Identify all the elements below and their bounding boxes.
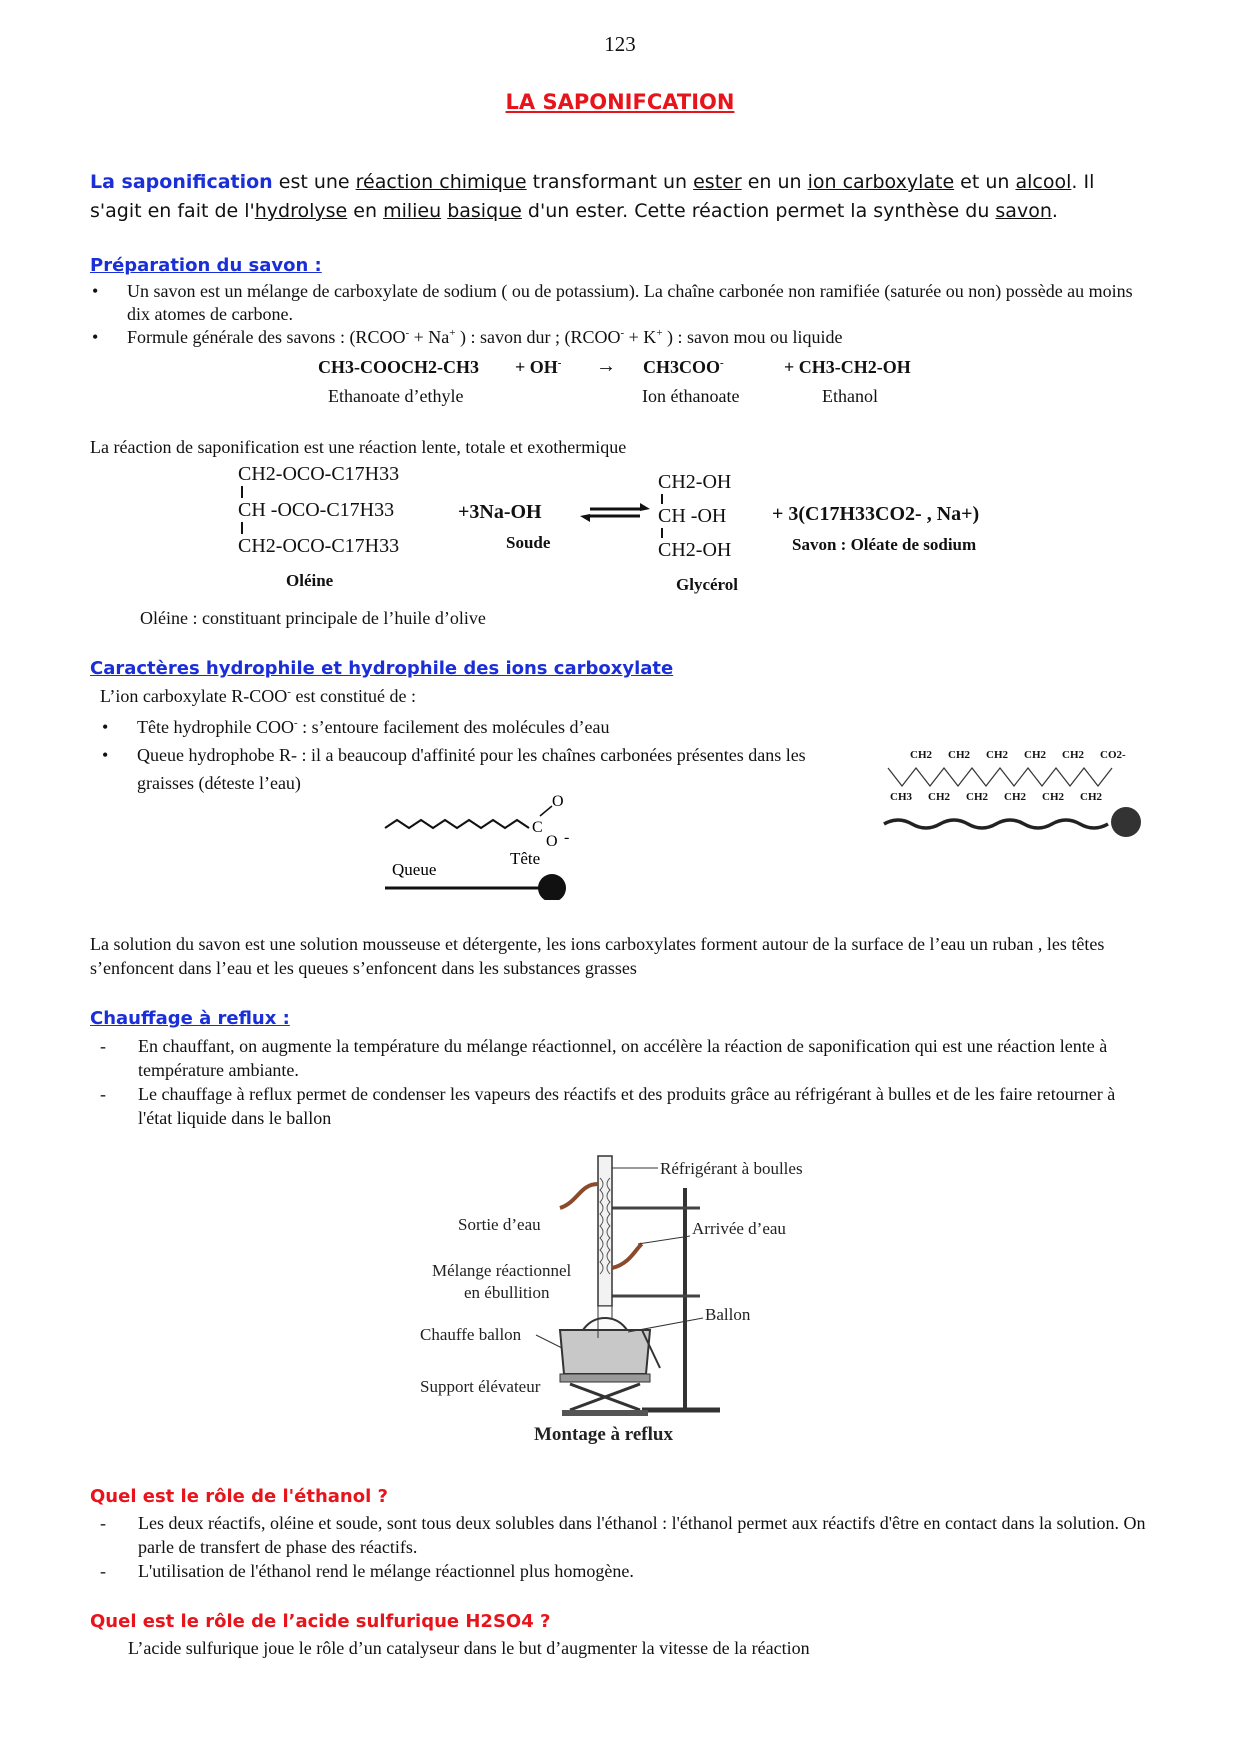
acide-text: L’acide sulfurique joue le rôle d’un catalyseur dans le but d’augmenter la vitesse de la réaction — [128, 1638, 810, 1658]
eq-product2: + CH3-CH2-OH — [784, 357, 911, 377]
preparation-list — [90, 280, 1150, 349]
page-number: 123 — [604, 32, 636, 56]
intro-text: transformant un — [526, 171, 694, 193]
intro-link: milieu — [383, 200, 442, 222]
carbon-chain-diagram — [880, 742, 1150, 844]
label-support: Support élévateur — [420, 1377, 541, 1396]
name-reactant: Ethanoate d’ethyle — [328, 386, 464, 406]
queue-label: Queue — [392, 860, 437, 879]
intro-link: réaction chimique — [355, 171, 527, 193]
heading-chauffage: Chauffage à reflux : — [90, 1008, 290, 1029]
glycerol-line-1: CH2-OH — [658, 471, 732, 493]
glycerol-label: Glycérol — [676, 575, 738, 594]
label-chauffe-ballon: Chauffe ballon — [420, 1325, 522, 1344]
carboxylate-molecule-diagram — [380, 790, 600, 900]
label-melange-2: en ébullition — [464, 1283, 550, 1302]
leader-line — [638, 1236, 690, 1244]
caracteres-list — [100, 713, 860, 797]
name-product1: Ion éthanoate — [642, 386, 740, 406]
chain-label-bottom: CH2 — [928, 791, 950, 803]
heading-caracteres: Caractères hydrophile et hydrophile des ions carboxylate — [90, 658, 674, 679]
chain-label-bottom: CH3 — [890, 791, 912, 803]
label-arrivee-eau: Arrivée d’eau — [692, 1219, 786, 1238]
intro-text: en — [347, 200, 384, 222]
eq-reactant: CH3-COOCH2-CH3 — [318, 357, 479, 377]
oxygen-label: O — [546, 833, 558, 850]
savon-label: Savon : Oléate de sodium — [792, 535, 977, 554]
zigzag-tail — [385, 820, 529, 828]
label-sortie-eau: Sortie d’eau — [458, 1215, 541, 1234]
soude-label: Soude — [506, 533, 551, 552]
intro-text: . — [1051, 200, 1058, 222]
chain-label-bottom: CH2 — [1042, 791, 1064, 803]
name-product2: Ethanol — [822, 386, 878, 406]
list-item: • Un savon est un mélange de carboxylate de sodium ( ou de potassium). La chaîne carbonée non ramifiée (saturée ou non) possède au moins dix atomes de carbone. — [90, 280, 1150, 326]
list-item: - Le chauffage à reflux permet de condenser les vapeurs des réactifs et des produits grâce au réfrigérant à bulles et de les faire retourner à l'état liquide dans le ballon — [90, 1082, 1150, 1130]
oleine-line-2: CH -OCO-C17H33 — [238, 499, 395, 521]
head-ball — [538, 874, 566, 900]
savon-formula: + 3(C17H33CO2- , Na+) — [772, 503, 980, 525]
list-item: • Queue hydrophobe R- : il a beaucoup d'affinité pour les chaînes carbonées présentes dans les graisses (déteste l’eau) — [100, 741, 860, 797]
saponification-scheme — [230, 458, 1020, 608]
tete-label: Tête — [510, 849, 541, 868]
intro-term: La saponification — [90, 171, 273, 193]
eq-arrow: → — [596, 355, 616, 377]
oxygen-label: O — [552, 793, 564, 810]
heading-acide: Quel est le rôle de l’acide sulfurique H2SO4 ? — [90, 1611, 551, 1632]
chain-label-bottom: CH2 — [1080, 791, 1102, 803]
reaction-text: La réaction de saponification est une réaction lente, totale et exothermique — [90, 437, 627, 457]
intro-link: basique — [447, 200, 522, 222]
wavy-tail — [884, 820, 1108, 828]
eq-product1: CH3COO- — [643, 357, 724, 377]
list-item: - L'utilisation de l'éthanol rend le mélange réactionnel plus homogène. — [90, 1559, 1150, 1583]
oleine-label: Oléine — [286, 571, 334, 590]
glycerol-line-2: CH -OH — [658, 505, 727, 527]
carboxylate-intro: L’ion carboxylate R-COO- est constitué de : — [100, 686, 416, 706]
intro-text: . Il s'agit en fait de l' — [90, 171, 1095, 222]
intro-text: d'un ester. Cette réaction permet la synthèse du — [521, 200, 996, 222]
carbon-label: C — [532, 819, 543, 836]
leader-line — [628, 1318, 703, 1332]
bond-line — [540, 806, 552, 816]
chain-bonds — [888, 768, 1112, 786]
oleine-line-1: CH2-OCO-C17H33 — [238, 463, 400, 485]
soude-formula: +3Na-OH — [458, 501, 542, 523]
leader-line — [536, 1335, 562, 1348]
chain-label-top: CH2 — [910, 749, 932, 761]
intro-text: est une — [272, 171, 356, 193]
label-refrigerant: Réfrigérant à boulles — [660, 1159, 803, 1178]
chain-label-bottom: CH2 — [1004, 791, 1026, 803]
head-ball — [1111, 807, 1141, 837]
chain-label-top: CH2 — [1024, 749, 1046, 761]
heading-ethanol: Quel est le rôle de l'éthanol ? — [90, 1486, 388, 1507]
list-item: - Les deux réactifs, oléine et soude, sont tous deux solubles dans l'éthanol : l'éthanol permet aux réactifs d'être en contact dans la solution. On parle de transfert de phase des réactifs. — [90, 1511, 1150, 1559]
page-title: LA SAPONIFCATION — [505, 90, 735, 114]
water-inlet-tube — [612, 1244, 642, 1268]
intro-link: alcool — [1015, 171, 1072, 193]
intro-link: savon — [995, 200, 1052, 222]
chain-label-bottom: CH2 — [966, 791, 988, 803]
intro-paragraph — [90, 168, 1150, 226]
heading-preparation: Préparation du savon : — [90, 255, 322, 276]
label-melange-1: Mélange réactionnel — [432, 1261, 572, 1280]
intro-link: ester — [693, 171, 742, 193]
intro-text: en un — [741, 171, 808, 193]
eq-hydroxide: + OH- — [515, 357, 562, 377]
chain-label-top: CH2 — [1062, 749, 1084, 761]
intro-link: hydrolyse — [254, 200, 348, 222]
ethanol-list — [90, 1511, 1150, 1583]
chain-label-top: CH2 — [948, 749, 970, 761]
heater — [560, 1330, 650, 1382]
montage-caption: Montage à reflux — [534, 1424, 673, 1445]
list-item: • Tête hydrophile COO- : s’entoure facilement des molécules d’eau — [100, 713, 860, 741]
condenser — [598, 1156, 612, 1306]
equilibrium-arrows — [580, 503, 650, 522]
chain-label-top: CH2 — [986, 749, 1008, 761]
oleine-line-3: CH2-OCO-C17H33 — [238, 535, 400, 557]
charge-label: - — [564, 829, 570, 846]
oleine-note: Oléine : constituant principale de l’huile d’olive — [140, 608, 486, 628]
list-item: • Formule générale des savons : (RCOO- + Na+ ) : savon dur ; (RCOO- + K+ ) : savon mou ou liquide — [90, 326, 1150, 349]
lab-jack — [562, 1384, 648, 1416]
reflux-apparatus-diagram — [410, 1148, 850, 1450]
glycerol-line-3: CH2-OH — [658, 539, 732, 561]
chain-label-top: CO2- — [1100, 749, 1126, 761]
water-outlet-tube — [560, 1184, 598, 1208]
intro-link: ion carboxylate — [807, 171, 955, 193]
label-ballon: Ballon — [705, 1305, 751, 1324]
chauffage-list — [90, 1034, 1150, 1130]
intro-text: et un — [954, 171, 1016, 193]
solution-text: La solution du savon est une solution mousseuse et détergente, les ions carboxylates forment autour de la surface de l’eau un ruban , les têtes s’enfoncent dans l’eau et les queues s’enfoncent dans les substances grasses — [90, 934, 1105, 978]
list-item: - En chauffant, on augmente la température du mélange réactionnel, on accélère la réaction de saponification qui est une réaction lente à température ambiante. — [90, 1034, 1150, 1082]
